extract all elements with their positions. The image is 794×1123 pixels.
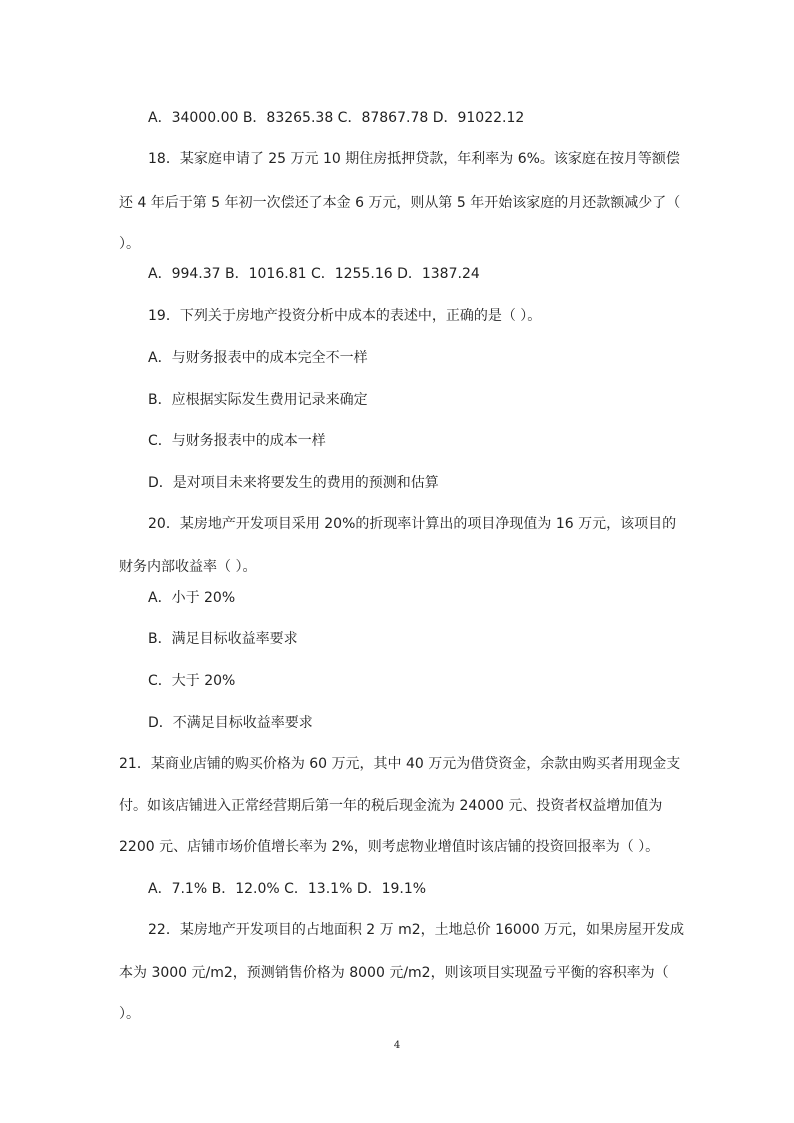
- q20-text-line-1: 20．某房地产开发项目采用 20%的折现率计算出的项目净现值为 16 万元，该项目的: [148, 516, 677, 532]
- q18-text-line-2: 还 4 年后于第 5 年初一次偿还了本金 6 万元，则从第 5 年开始该家庭的月还款额减少了（: [119, 195, 681, 211]
- q18-text-line-1: 18．某家庭申请了 25 万元 10 期住房抵押贷款，年利率为 6%。该家庭在按月等额偿: [148, 151, 680, 167]
- q21-text-line-2: 付。如该店铺进入正常经营期后第一年的税后现金流为 24000 元、投资者权益增加值为: [119, 798, 663, 814]
- q18-text-line-3: ）。: [119, 236, 140, 252]
- q21-text-line-1: 21．某商业店铺的购买价格为 60 万元，其中 40 万元为借贷资金，余款由购买者用现金支: [119, 756, 681, 772]
- q22-text-line-3: ）。: [119, 1006, 140, 1022]
- q21-text-line-3: 2200 元、店铺市场价值增长率为 2%，则考虑物业增值时该店铺的投资回报率为（ ）。: [119, 839, 660, 855]
- q20-option-c: C．大于 20%: [148, 673, 236, 689]
- q20-option-a: A．小于 20%: [148, 590, 236, 606]
- q22-text-line-1: 22．某房地产开发项目的占地面积 2 万 m2，土地总价 16000 万元，如果房屋开发成: [148, 922, 685, 938]
- q21-options: A．7.1% B．12.0% C．13.1% D．19.1%: [148, 881, 427, 897]
- q22-text-line-2: 本为 3000 元/m2，预测销售价格为 8000 元/m2，则该项目实现盈亏平衡的容积率为（: [119, 965, 669, 981]
- q18-options: A．994.37 B．1016.81 C．1255.16 D．1387.24: [148, 266, 480, 282]
- q20-text-line-2: 财务内部收益率（ ）。: [119, 559, 257, 575]
- q20-option-d: D．不满足目标收益率要求: [148, 715, 313, 731]
- q19-option-c: C．与财务报表中的成本一样: [148, 433, 326, 449]
- page-number: 4: [393, 1040, 401, 1051]
- q19-text: 19．下列关于房地产投资分析中成本的表述中，正确的是（ ）。: [148, 308, 542, 324]
- q19-option-b: B．应根据实际发生费用记录来确定: [148, 392, 368, 408]
- q20-option-b: B．满足目标收益率要求: [148, 631, 298, 647]
- q17-options: A．34000.00 B．83265.38 C．87867.78 D．91022.12: [148, 110, 525, 126]
- q19-option-d: D．是对项目未来将要发生的费用的预测和估算: [148, 475, 439, 491]
- q19-option-a: A．与财务报表中的成本完全不一样: [148, 350, 368, 366]
